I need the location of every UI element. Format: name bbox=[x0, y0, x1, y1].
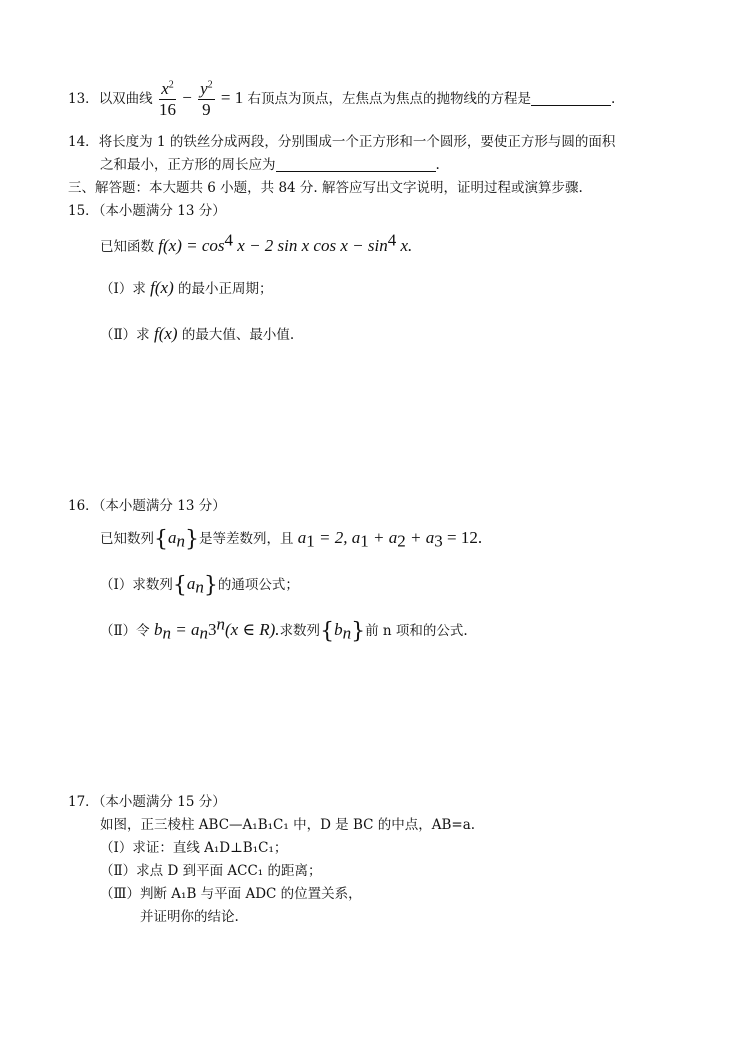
q16-p2-cond: (x ∈ R). bbox=[224, 620, 280, 639]
q14-line2 bbox=[100, 155, 440, 175]
q15-intro: 已知函数 bbox=[100, 239, 154, 255]
section3-heading bbox=[68, 178, 583, 198]
q16-s3: 3 bbox=[434, 531, 443, 551]
q15-p1-text: 的最小正周期； bbox=[178, 281, 273, 297]
q16-p2-eq: = a bbox=[170, 620, 200, 639]
q17-part3 bbox=[100, 884, 362, 904]
q16-intro: 已知数列 bbox=[100, 531, 154, 547]
q16-p2-3: 3 bbox=[207, 620, 217, 639]
q13-post: 右顶点为顶点，左焦点为焦点的抛物线的方程是 bbox=[247, 91, 532, 107]
q16-an: a bbox=[168, 528, 177, 547]
q16-p2-text1: 求数列 bbox=[279, 623, 321, 639]
section3-text: 三、解答题：本大题共 6 小题，共 84 分. 解答应写出文字说明，证明过程或演算步骤. bbox=[68, 180, 583, 196]
q16-part1: （Ⅰ）求数列$\{a_n\}$的通项公式； bbox=[100, 573, 299, 598]
q16-cond-e: = 12. bbox=[442, 528, 483, 547]
q15-part1 bbox=[100, 278, 273, 299]
q14-line1 bbox=[68, 132, 615, 152]
q15-p2-label: （Ⅱ）求 bbox=[100, 327, 150, 343]
q15-header bbox=[68, 201, 226, 221]
q17-p3b: 并证明你的结论. bbox=[140, 909, 239, 925]
q15-func-b: x. bbox=[396, 236, 413, 255]
q16-cond-c: + a bbox=[368, 528, 398, 547]
q17-header bbox=[68, 792, 226, 812]
q15-score: （本小题满分 13 分） bbox=[98, 203, 226, 219]
q16-mid: 是等差数列，且 bbox=[199, 531, 294, 547]
q16-p2-exp: n bbox=[216, 614, 225, 634]
q15-p2-f: f(x) bbox=[153, 324, 178, 343]
q13-end: . bbox=[611, 91, 616, 107]
q16-cond-d: + a bbox=[405, 528, 435, 547]
q16-p2-n: n bbox=[162, 623, 171, 643]
q16-p2-text2: 前 n 项和的公式. bbox=[365, 623, 468, 639]
q17-p1: （Ⅰ）求证：直线 A₁D⊥B₁C₁； bbox=[100, 840, 288, 856]
q16-p1-an: a bbox=[186, 574, 196, 593]
q15-p1-f: f(x) bbox=[150, 278, 174, 297]
q17-part2 bbox=[100, 861, 321, 881]
q16-p2-b: b bbox=[153, 620, 163, 639]
q16-s2: 2 bbox=[397, 531, 406, 551]
q16-p2-bn: b bbox=[334, 620, 343, 639]
q16-s1: 1 bbox=[306, 531, 315, 551]
q14-answer-blank[interactable] bbox=[276, 157, 436, 172]
q16-cond-b: = 2, a bbox=[314, 528, 361, 547]
q16-cond-a: a bbox=[297, 528, 307, 547]
q17-number: 17． bbox=[68, 794, 99, 810]
q16-score: （本小题满分 13 分） bbox=[98, 498, 226, 514]
q13-answer-blank[interactable] bbox=[531, 91, 611, 106]
q14-number: 14． bbox=[68, 134, 99, 150]
q17-score: （本小题满分 15 分） bbox=[98, 794, 226, 810]
q16-n: n bbox=[176, 531, 185, 551]
q16-part2: （Ⅱ）令 $b_n = a_n3^n(x$ ∈ R).求数列$\{b_n\}$前 n 项和的公式. bbox=[100, 614, 468, 644]
q15-p2-text: 的最大值、最小值. bbox=[181, 327, 295, 343]
q17-statement bbox=[100, 815, 475, 835]
q15-func: f(x) = cos bbox=[158, 236, 225, 255]
q14-text2: 之和最小，正方形的周长应为 bbox=[100, 157, 276, 173]
q15-statement bbox=[100, 230, 413, 257]
q15-exp2: 4 bbox=[387, 230, 397, 250]
q14-text1: 将长度为 1 的铁丝分成两段，分别围成一个正方形和一个圆形，要使正方形与圆的面积 bbox=[98, 134, 616, 150]
q17-line1: 如图，正三棱柱 ABC—A₁B₁C₁ 中，D 是 BC 的中点，AB=a. bbox=[100, 817, 476, 833]
q17-p2: （Ⅱ）求点 D 到平面 ACC₁ 的距离； bbox=[100, 863, 322, 879]
q13-line: 13．以双曲线 $\frac{x^2}{16}$ − $\frac{y^2}{9}$ = 1 右顶点为顶点，左焦点为焦点的抛物线的方程是 . bbox=[68, 79, 616, 119]
q16-s1b: 1 bbox=[360, 531, 369, 551]
q15-p1-label: （Ⅰ）求 bbox=[100, 281, 146, 297]
q16-p2-label: （Ⅱ）令 bbox=[100, 623, 150, 639]
q16-p2-n3: n bbox=[342, 623, 352, 643]
q15-func-a: x − 2 sin x cos x − sin bbox=[233, 236, 388, 255]
q13-number: 13． bbox=[68, 91, 99, 107]
q16-statement: 已知数列$\{a_n\}$是等差数列，且 $a_1 = 2$, $a_1 + a_2 + a_3 = 12$. bbox=[100, 527, 483, 552]
q16-p1-text: 的通项公式； bbox=[217, 577, 299, 593]
q16-p1-n: n bbox=[195, 577, 204, 597]
q16-p1-label: （Ⅰ）求数列 bbox=[100, 577, 173, 593]
q13-fraction-y: $\frac{y^2}{9}$ bbox=[200, 79, 213, 119]
q16-header bbox=[68, 496, 226, 516]
q17-part1 bbox=[100, 838, 287, 858]
q15-part2 bbox=[100, 324, 294, 345]
q15-exp: 4 bbox=[224, 230, 234, 250]
q13-equals: = 1 bbox=[216, 88, 244, 107]
q17-part3b bbox=[140, 907, 239, 927]
q16-number: 16． bbox=[68, 498, 99, 514]
q13-pre: 以双曲线 bbox=[98, 91, 153, 107]
q16-p2-n2: n bbox=[199, 623, 208, 643]
q15-number: 15． bbox=[68, 203, 99, 219]
q14-end: . bbox=[435, 157, 440, 173]
q13-fraction-x: $\frac{x^2}{16}$ bbox=[158, 79, 176, 119]
q17-p3: （Ⅲ）判断 A₁B 与平面 ADC 的位置关系， bbox=[100, 886, 362, 902]
